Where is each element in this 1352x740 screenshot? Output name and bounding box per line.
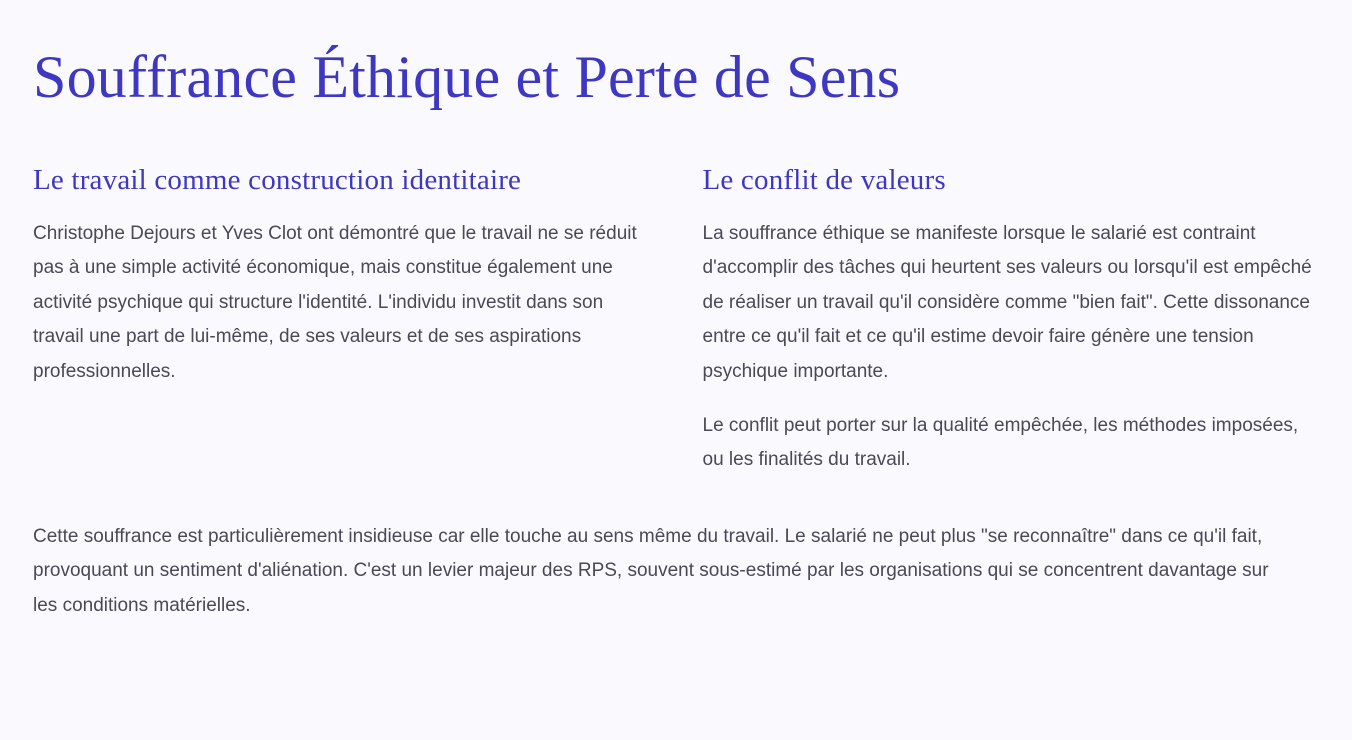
paragraph-values-1: La souffrance éthique se manifeste lorsque le salarié est contraint d'accomplir des tâches qui heurtent ses valeurs ou lorsqu'il est empêché de réaliser un travail qu'il considère comme "bien fait". Cette dissonance entre ce qu'il fait et ce qu'il estime devoir faire génère une tension psychique importante. <box>702 222 1312 383</box>
closing-section <box>33 520 1320 624</box>
section-heading-identity: Le travail comme construction identitaire <box>33 164 522 196</box>
column-identity-construction <box>33 154 651 390</box>
page-title: Souffrance Éthique et Perte de Sens <box>33 44 901 110</box>
paragraph-identity-1: Christophe Dejours et Yves Clot ont démontré que le travail ne se réduit pas à une simple activité économique, mais constitue également une activité psychique qui structure l'identité. L'individu investit dans son travail une part de lui-même, de ses valeurs et de ses aspirations professionnelles. <box>33 222 637 383</box>
paragraph-values-2: Le conflit peut porter sur la qualité empêchée, les méthodes imposées, ou les finalités du travail. <box>702 414 1299 471</box>
section-heading-values: Le conflit de valeurs <box>702 164 946 196</box>
closing-paragraph: Cette souffrance est particulièrement insidieuse car elle touche au sens même du travail. Le salarié ne peut plus "se reconnaître" dans ce qu'il fait, provoquant un sentiment d'aliénation. C'est un levier majeur des RPS, souvent sous-estimé par les organisations qui se concentrent davantage sur les conditions matérielles. <box>33 525 1269 617</box>
two-column-section <box>33 154 1320 478</box>
column-value-conflict <box>703 154 1321 478</box>
